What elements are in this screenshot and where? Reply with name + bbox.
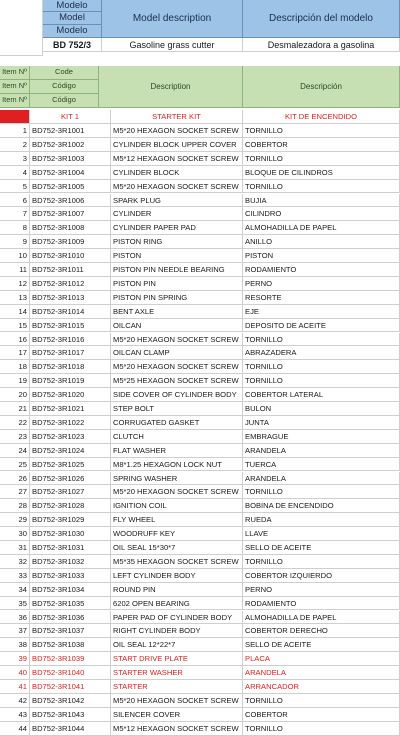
item-number: 20 — [0, 388, 30, 402]
part-description: 6202 OPEN BEARING — [111, 597, 243, 611]
part-description: M5*12 HEXAGON SOCKET SCREW — [111, 152, 243, 166]
item-number: 29 — [0, 513, 30, 527]
modelo-label: Modelo — [43, 0, 102, 12]
part-code: BD752-3R1004 — [30, 166, 111, 180]
part-descripcion: LLAVE — [243, 527, 400, 541]
part-description: SIDE COVER OF CYLINDER BODY — [111, 388, 243, 402]
part-description: M5*25 HEXAGON SOCKET SCREW — [111, 374, 243, 388]
part-description: M5*20 HEXAGON SOCKET SCREW — [111, 485, 243, 499]
item-number: 43 — [0, 708, 30, 722]
item-number: 1 — [0, 124, 30, 138]
table-row — [0, 555, 400, 569]
part-descripcion: RESORTE — [243, 291, 400, 305]
part-descripcion: ANILLO — [243, 235, 400, 249]
table-row — [0, 263, 400, 277]
part-description: CYLINDER BLOCK UPPER COVER — [111, 138, 243, 152]
item-number: 31 — [0, 541, 30, 555]
item-number: 35 — [0, 597, 30, 611]
part-descripcion: BUJIA — [243, 194, 400, 208]
part-description: OILCAN — [111, 319, 243, 333]
part-code: BD752-3R1038 — [30, 638, 111, 652]
item-number: 6 — [0, 194, 30, 208]
part-code: BD752-3R1026 — [30, 472, 111, 486]
part-code: BD752-3R1010 — [30, 249, 111, 263]
kit-marker — [0, 110, 30, 124]
item-number: 3 — [0, 152, 30, 166]
part-description: CYLINDER BLOCK — [111, 166, 243, 180]
part-code: BD752-3R1030 — [30, 527, 111, 541]
item-number: 14 — [0, 305, 30, 319]
part-descripcion: COBERTOR DERECHO — [243, 624, 400, 638]
part-code: BD752-3R1005 — [30, 180, 111, 194]
item-number: 36 — [0, 611, 30, 625]
table-row — [0, 374, 400, 388]
part-code: BD752-3R1037 — [30, 624, 111, 638]
part-description: FLY WHEEL — [111, 513, 243, 527]
part-description: M5*20 HEXAGON SOCKET SCREW — [111, 333, 243, 347]
part-descripcion: ARANDELA — [243, 444, 400, 458]
part-code: BD752-3R1007 — [30, 207, 111, 221]
table-row — [0, 235, 400, 249]
part-description: WOODRUFF KEY — [111, 527, 243, 541]
table-row — [0, 152, 400, 166]
table-row — [0, 583, 400, 597]
part-descripcion: TORNILLO — [243, 374, 400, 388]
part-description: IGNITION COIL — [111, 499, 243, 513]
part-descripcion: RUEDA — [243, 513, 400, 527]
part-descripcion: TORNILLO — [243, 152, 400, 166]
part-descripcion: TUERCA — [243, 458, 400, 472]
model-value: BD 752/3 — [43, 38, 102, 52]
part-descripcion: PISTON — [243, 249, 400, 263]
item-number: 40 — [0, 666, 30, 680]
part-code: BD752-3R1019 — [30, 374, 111, 388]
item-number: 39 — [0, 652, 30, 666]
model-description-label: Model description — [102, 0, 243, 38]
item-number: 22 — [0, 416, 30, 430]
part-descripcion: TORNILLO — [243, 555, 400, 569]
part-code: BD752-3R1024 — [30, 444, 111, 458]
table-row — [0, 513, 400, 527]
part-descripcion: CILINDRO — [243, 207, 400, 221]
item-number: 21 — [0, 402, 30, 416]
part-code: BD752-3R1028 — [30, 499, 111, 513]
codigo-label: Código — [30, 80, 99, 94]
part-code: BD752-3R1012 — [30, 277, 111, 291]
item-number: 34 — [0, 583, 30, 597]
part-descripcion: PERNO — [243, 583, 400, 597]
part-code: BD752-3R1025 — [30, 458, 111, 472]
part-descripcion: RODAMIENTO — [243, 597, 400, 611]
part-descripcion: DEPOSITO DE ACEITE — [243, 319, 400, 333]
part-description: M8*1.25 HEXAGON LOCK NUT — [111, 458, 243, 472]
part-code: BD752-3R1035 — [30, 597, 111, 611]
part-description: CORRUGATED GASKET — [111, 416, 243, 430]
item-number: 30 — [0, 527, 30, 541]
table-row — [0, 680, 400, 694]
part-descripcion: ALMOHADILLA DE PAPEL — [243, 611, 400, 625]
modelo-label-2: Modelo — [43, 25, 102, 38]
table-row — [0, 624, 400, 638]
part-descripcion: SELLO DE ACEITE — [243, 541, 400, 555]
part-code: BD752-3R1002 — [30, 138, 111, 152]
item-number: 26 — [0, 472, 30, 486]
part-description: PAPER PAD OF CYLINDER BODY — [111, 611, 243, 625]
part-code: BD752-3R1014 — [30, 305, 111, 319]
item-number: 37 — [0, 624, 30, 638]
part-descripcion: TORNILLO — [243, 333, 400, 347]
table-row — [0, 541, 400, 555]
part-code: BD752-3R1043 — [30, 708, 111, 722]
part-descripcion: TORNILLO — [243, 722, 400, 736]
item-number: 10 — [0, 249, 30, 263]
blank-corner — [0, 0, 43, 56]
part-descripcion: ALMOHADILLA DE PAPEL — [243, 221, 400, 235]
part-description: PISTON PIN — [111, 277, 243, 291]
table-row — [0, 166, 400, 180]
part-code: BD752-3R1009 — [30, 235, 111, 249]
part-descripcion: COBERTOR LATERAL — [243, 388, 400, 402]
descripcion-modelo-value: Desmalezadora a gasolina — [243, 38, 400, 52]
part-descripcion: COBERTOR — [243, 138, 400, 152]
part-description: FLAT WASHER — [111, 444, 243, 458]
item-number: 11 — [0, 263, 30, 277]
codigo-label: Código — [30, 94, 99, 108]
part-description: PISTON PIN SPRING — [111, 291, 243, 305]
part-descripcion: SELLO DE ACEITE — [243, 638, 400, 652]
part-descripcion: TORNILLO — [243, 124, 400, 138]
item-number: 38 — [0, 638, 30, 652]
item-number: 24 — [0, 444, 30, 458]
part-code: BD752-3R1036 — [30, 611, 111, 625]
part-code: BD752-3R1018 — [30, 360, 111, 374]
part-descripcion: COBERTOR IZQUIERDO — [243, 569, 400, 583]
part-description: M5*20 HEXAGON SOCKET SCREW — [111, 360, 243, 374]
item-number: 23 — [0, 430, 30, 444]
descripcion-modelo-label: Descripción del modelo — [243, 0, 400, 38]
table-row — [0, 319, 400, 333]
kit-number: KIT 1 — [30, 110, 111, 124]
item-no-label: Item Nº — [0, 66, 30, 80]
part-descripcion: ARANDELA — [243, 472, 400, 486]
table-row — [0, 360, 400, 374]
item-number: 7 — [0, 207, 30, 221]
part-description: OILCAN CLAMP — [111, 346, 243, 360]
item-no-label: Item Nº — [0, 80, 30, 94]
part-code: BD752-3R1017 — [30, 346, 111, 360]
table-row — [0, 333, 400, 347]
part-code: BD752-3R1031 — [30, 541, 111, 555]
part-code: BD752-3R1032 — [30, 555, 111, 569]
table-row — [0, 388, 400, 402]
model-header-block — [0, 0, 400, 56]
part-code: BD752-3R1041 — [30, 680, 111, 694]
part-description: ROUND PIN — [111, 583, 243, 597]
table-row — [0, 346, 400, 360]
part-description: M5*20 HEXAGON SOCKET SCREW — [111, 180, 243, 194]
part-code: BD752-3R1021 — [30, 402, 111, 416]
table-row — [0, 708, 400, 722]
part-descripcion: ABRAZADERA — [243, 346, 400, 360]
descripcion-label: Descripción — [243, 66, 400, 108]
table-row — [0, 291, 400, 305]
item-number: 18 — [0, 360, 30, 374]
part-descripcion: BLOQUE DE CILINDROS — [243, 166, 400, 180]
part-code: BD752-3R1039 — [30, 652, 111, 666]
part-description: STEP BOLT — [111, 402, 243, 416]
part-code: BD752-3R1008 — [30, 221, 111, 235]
item-number: 8 — [0, 221, 30, 235]
item-no-label: Item Nº — [0, 94, 30, 108]
part-descripcion: EJE — [243, 305, 400, 319]
table-row — [0, 416, 400, 430]
kit-descripcion: KIT DE ENCENDIDO — [243, 110, 400, 124]
part-descripcion: ARRANCADOR — [243, 680, 400, 694]
table-row — [0, 666, 400, 680]
table-row — [0, 207, 400, 221]
kit-description: STARTER KIT — [111, 110, 243, 124]
table-row — [0, 305, 400, 319]
table-row — [0, 527, 400, 541]
table-row — [0, 652, 400, 666]
part-code: BD752-3R1042 — [30, 694, 111, 708]
kit-row — [0, 110, 400, 124]
part-descripcion: TORNILLO — [243, 485, 400, 499]
part-code: BD752-3R1011 — [30, 263, 111, 277]
part-description: PISTON — [111, 249, 243, 263]
part-descripcion: TORNILLO — [243, 694, 400, 708]
part-descripcion: PLACA — [243, 652, 400, 666]
table-row — [0, 611, 400, 625]
description-label: Description — [99, 66, 243, 108]
part-descripcion: PERNO — [243, 277, 400, 291]
table-row — [0, 458, 400, 472]
part-description: START DRIVE PLATE — [111, 652, 243, 666]
table-row — [0, 569, 400, 583]
table-row — [0, 694, 400, 708]
part-description: CLUTCH — [111, 430, 243, 444]
part-code: BD752-3R1015 — [30, 319, 111, 333]
part-code: BD752-3R1023 — [30, 430, 111, 444]
part-description: SPARK PLUG — [111, 194, 243, 208]
item-number: 42 — [0, 694, 30, 708]
part-description: M5*35 HEXAGON SOCKET SCREW — [111, 555, 243, 569]
part-descripcion: COBERTOR — [243, 708, 400, 722]
part-description: STARTER WASHER — [111, 666, 243, 680]
part-description: BENT AXLE — [111, 305, 243, 319]
part-code: BD752-3R1013 — [30, 291, 111, 305]
item-number: 27 — [0, 485, 30, 499]
table-row — [0, 638, 400, 652]
part-description: SILENCER COVER — [111, 708, 243, 722]
item-number: 32 — [0, 555, 30, 569]
part-code: BD752-3R1027 — [30, 485, 111, 499]
table-row — [0, 138, 400, 152]
part-description: RIGHT CYLINDER BODY — [111, 624, 243, 638]
table-row — [0, 180, 400, 194]
part-description: LEFT CYLINDER BODY — [111, 569, 243, 583]
part-code: BD752-3R1033 — [30, 569, 111, 583]
table-row — [0, 249, 400, 263]
table-row — [0, 277, 400, 291]
part-descripcion: TORNILLO — [243, 360, 400, 374]
model-description-value: Gasoline grass cutter — [102, 38, 243, 52]
item-number: 12 — [0, 277, 30, 291]
part-code: BD752-3R1016 — [30, 333, 111, 347]
table-row — [0, 485, 400, 499]
table-row — [0, 194, 400, 208]
item-number: 44 — [0, 722, 30, 736]
part-descripcion: BULON — [243, 402, 400, 416]
part-descripcion: ARANDELA — [243, 666, 400, 680]
table-row — [0, 444, 400, 458]
table-row — [0, 430, 400, 444]
part-description: OIL SEAL 15*30*7 — [111, 541, 243, 555]
part-code: BD752-3R1044 — [30, 722, 111, 736]
part-description: CYLINDER — [111, 207, 243, 221]
part-code: BD752-3R1034 — [30, 583, 111, 597]
part-code: BD752-3R1029 — [30, 513, 111, 527]
part-description: PISTON RING — [111, 235, 243, 249]
model-label: Model — [43, 12, 102, 25]
table-row — [0, 221, 400, 235]
part-code: BD752-3R1020 — [30, 388, 111, 402]
part-code: BD752-3R1001 — [30, 124, 111, 138]
table-row — [0, 499, 400, 513]
table-header — [0, 66, 400, 108]
item-number: 5 — [0, 180, 30, 194]
item-number: 16 — [0, 333, 30, 347]
item-number: 33 — [0, 569, 30, 583]
item-number: 25 — [0, 458, 30, 472]
part-descripcion: JUNTA — [243, 416, 400, 430]
part-descripcion: EMBRAGUE — [243, 430, 400, 444]
code-label: Code — [30, 66, 99, 80]
part-descripcion: TORNILLO — [243, 180, 400, 194]
item-number: 2 — [0, 138, 30, 152]
table-row — [0, 722, 400, 736]
item-number: 17 — [0, 346, 30, 360]
item-number: 19 — [0, 374, 30, 388]
item-number: 13 — [0, 291, 30, 305]
part-description: OIL SEAL 12*22*7 — [111, 638, 243, 652]
item-number: 41 — [0, 680, 30, 694]
item-number: 9 — [0, 235, 30, 249]
part-code: BD752-3R1040 — [30, 666, 111, 680]
item-number: 15 — [0, 319, 30, 333]
item-number: 28 — [0, 499, 30, 513]
part-description: CYLINDER PAPER PAD — [111, 221, 243, 235]
part-descripcion: BOBINA DE ENCENDIDO — [243, 499, 400, 513]
part-description: M5*20 HEXAGON SOCKET SCREW — [111, 124, 243, 138]
part-description: M5*12 HEXAGON SOCKET SCREW — [111, 722, 243, 736]
part-description: M5*20 HEXAGON SOCKET SCREW — [111, 694, 243, 708]
part-code: BD752-3R1003 — [30, 152, 111, 166]
part-description: STARTER — [111, 680, 243, 694]
part-code: BD752-3R1006 — [30, 194, 111, 208]
item-number: 4 — [0, 166, 30, 180]
part-description: SPRING WASHER — [111, 472, 243, 486]
table-row — [0, 472, 400, 486]
part-description: PISTON PIN NEEDLE BEARING — [111, 263, 243, 277]
table-row — [0, 597, 400, 611]
table-row — [0, 124, 400, 138]
part-code: BD752-3R1022 — [30, 416, 111, 430]
part-descripcion: RODAMIENTO — [243, 263, 400, 277]
table-row — [0, 402, 400, 416]
